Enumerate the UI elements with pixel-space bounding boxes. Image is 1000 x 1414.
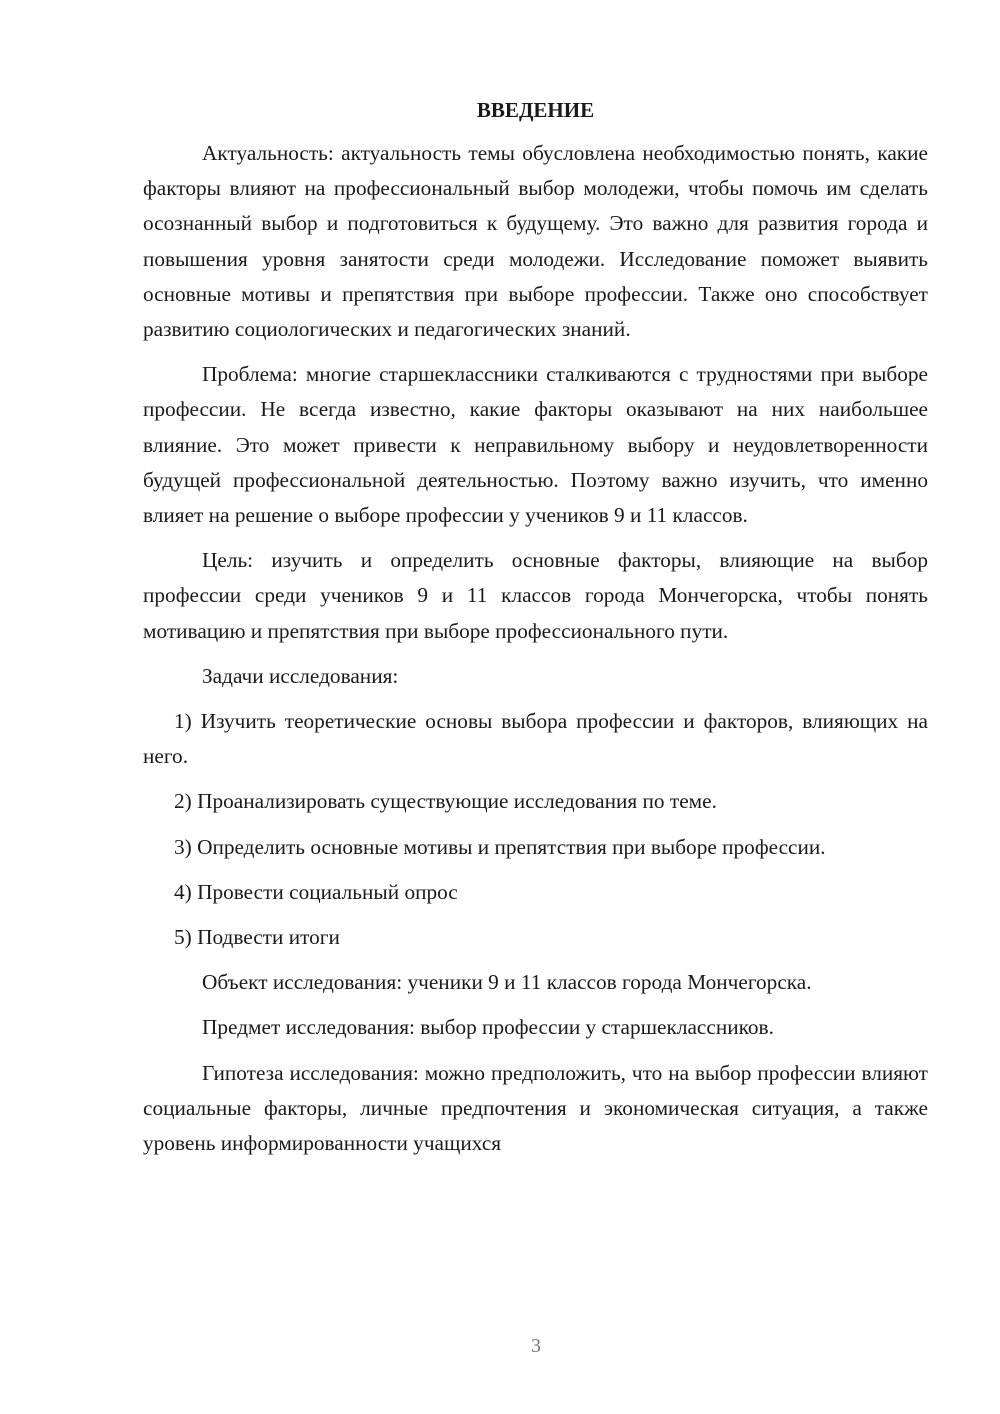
subject-paragraph: Предмет исследования: выбор профессии у старшеклассников. (202, 1015, 774, 1040)
task-item-4: 4) Провести социальный опрос (174, 879, 458, 904)
task-item-2: 2) Проанализировать существующие исследования по теме. (174, 789, 717, 814)
task-item-1: 1) Изучить теоретические основы выбора профессии и факторов, влияющих на него. (143, 709, 928, 769)
relevance-paragraph: Актуальность: актуальность темы обусловлена необходимостью понять, какие факторы влияют на профессиональный выбор молодежи, чтобы помочь им сделать осознанный выбор и подготовиться к будущему. Это важно для развития города и повышения уровня занятости среди молодежи. Исследование поможет выявить основные мотивы и препятствия при выборе профессии. Также оно способствует развитию социологических и педагогических знаний. (143, 141, 928, 342)
tasks-title: Задачи исследования: (202, 663, 399, 688)
object-paragraph: Объект исследования: ученики 9 и 11 классов города Мончегорска. (202, 970, 812, 995)
task-item-5: 5) Подвести итоги (174, 925, 340, 950)
hypothesis-paragraph: Гипотеза исследования: можно предположить, что на выбор профессии влияют социальные факторы, личные предпочтения и экономическая ситуация, а также уровень информированности учащихся (143, 1060, 928, 1156)
problem-paragraph: Проблема: многие старшеклассники сталкиваются с трудностями при выборе профессии. Не всегда известно, какие факторы оказывают на них наибольшее влияние. Это может привести к неправильному выбору и неудовлетворенности будущей профессиональной деятельностью. Поэтому важно изучить, что именно влияет на решение о выборе профессии у учеников 9 и 11 классов. (143, 362, 928, 528)
task-item-3: 3) Определить основные мотивы и препятствия при выборе профессии. (174, 834, 826, 859)
page-title: ВВЕДЕНИЕ (476, 98, 595, 122)
page-number: 3 (531, 1335, 541, 1357)
document-page (143, 94, 928, 1171)
goal-paragraph: Цель: изучить и определить основные факторы, влияющие на выбор профессии среди учеников 9 и 11 классов города Мончегорска, чтобы понять мотивацию и препятствия при выборе профессионального пути. (143, 548, 928, 643)
